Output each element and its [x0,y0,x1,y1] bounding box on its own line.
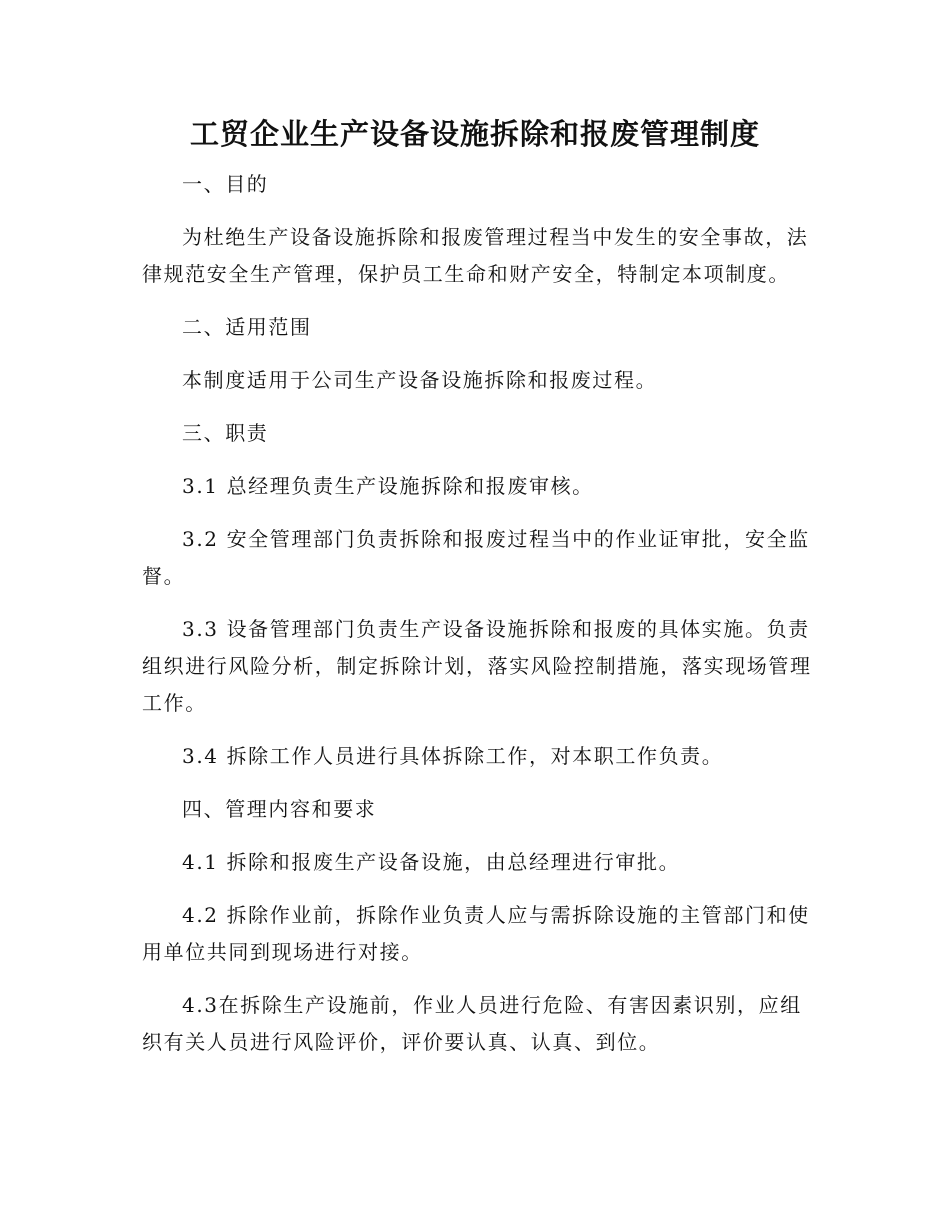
paragraph-3-4: 3.4 拆除工作人员进行具体拆除工作，对本职工作负责。 [182,744,724,768]
paragraph-4-2: 4.2 拆除作业前，拆除作业负责人应与需拆除设施的主管部门和使用单位共同到现场进行对接。 [142,903,810,964]
paragraph-scope: 本制度适用于公司生产设备设施拆除和报废过程。 [182,368,658,392]
section-heading-management: 四、管理内容和要求 [182,797,377,821]
paragraph-4-1: 4.1 拆除和报废生产设备设施，由总经理进行审批。 [182,850,681,874]
document-body [142,166,812,1061]
section-heading-responsibilities: 三、职责 [182,421,269,445]
document-title: 工贸企业生产设备设施拆除和报废管理制度 [189,117,760,151]
paragraph-4-3: 4.3在拆除生产设施前，作业人员进行危险、有害因素识别，应组织有关人员进行风险评价，评价要认真、认真、到位。 [142,993,802,1054]
section-heading-purpose: 一、目的 [182,172,269,196]
paragraph-3-2: 3.2 安全管理部门负责拆除和报废过程当中的作业证审批，安全监督。 [142,527,810,588]
paragraph-3-3: 3.3 设备管理部门负责生产设备设施拆除和报废的具体实施。负责组织进行风险分析，制定拆除计划，落实风险控制措施，落实现场管理工作。 [142,617,812,715]
paragraph-purpose: 为杜绝生产设备设施拆除和报废管理过程当中发生的安全事故，法律规范安全生产管理，保护员工生命和财产安全，特制定本项制度。 [142,225,809,286]
section-heading-scope: 二、适用范围 [182,315,312,339]
paragraph-3-1: 3.1 总经理负责生产设施拆除和报废审核。 [182,474,594,498]
